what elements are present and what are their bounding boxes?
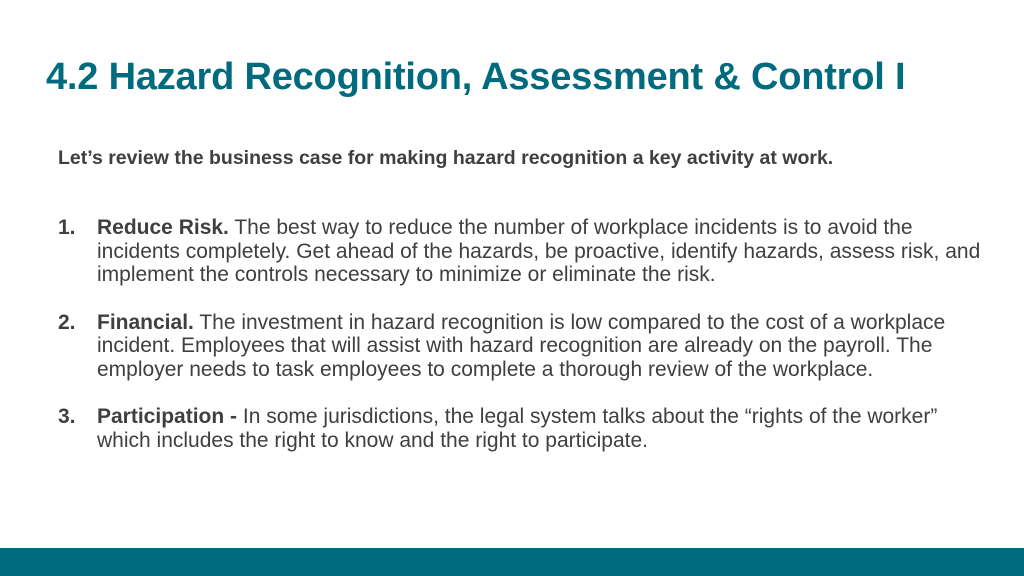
footer-accent-bar xyxy=(0,548,1024,576)
list-item-body: In some jurisdictions, the legal system talks about the “rights of the worker” which includes the right to know and the right to participate. xyxy=(97,405,938,452)
list-item-number: 1. xyxy=(58,216,76,239)
slide-title: 4.2 Hazard Recognition, Assessment & Control I xyxy=(46,56,906,98)
list-item-reduce-risk xyxy=(58,216,988,287)
business-case-list xyxy=(58,216,988,476)
list-item-number: 3. xyxy=(58,405,76,428)
list-item-body: The investment in hazard recognition is low compared to the cost of a workplace incident. Employees that will assist with hazard recognition are already on the payroll. The employer needs to task employees to complete a thorough review of the workplace. xyxy=(97,310,946,381)
list-item-number: 2. xyxy=(58,310,76,334)
intro-text: Let’s review the business case for making hazard recognition a key activity at work. xyxy=(58,147,834,169)
list-item-heading: Financial. xyxy=(97,310,194,334)
list-item-body: The best way to reduce the number of workplace incidents is to avoid the incidents completely. Get ahead of the hazards, be proactive, identify hazards, assess risk, and implement the controls necessary to minimize or eliminate the risk. xyxy=(97,216,981,286)
list-item-financial xyxy=(58,311,988,382)
list-item-heading: Reduce Risk. xyxy=(97,216,229,239)
list-item-participation xyxy=(58,405,988,452)
list-item-heading: Participation - xyxy=(97,405,238,428)
